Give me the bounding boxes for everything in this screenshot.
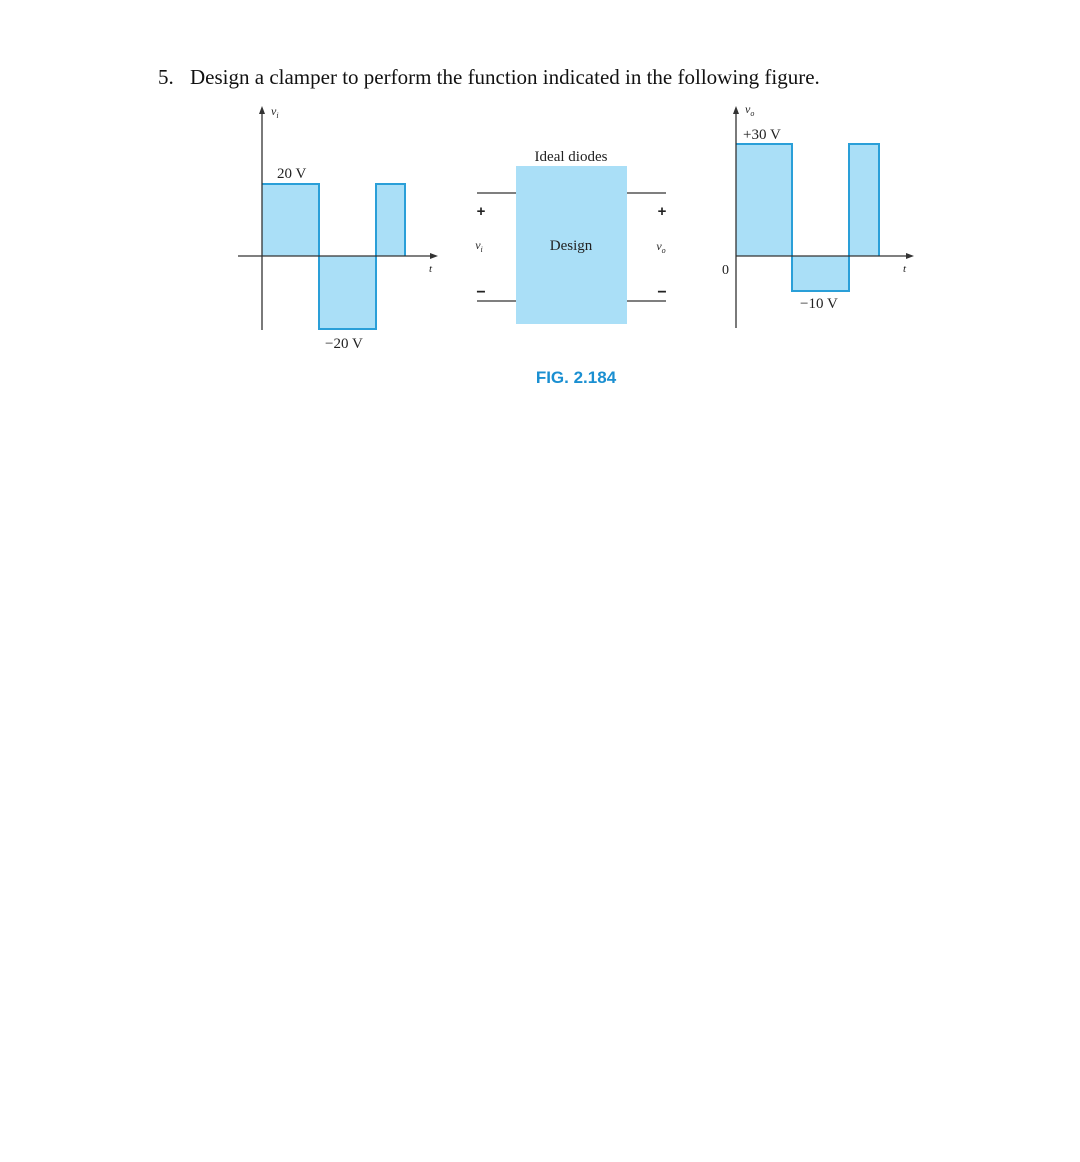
output-waveform: [722, 102, 914, 328]
input-high-label: 20 V: [277, 166, 307, 182]
output-x-label: t: [903, 263, 907, 275]
input-pulse-high: [262, 184, 319, 256]
output-pulse-low: [792, 256, 849, 291]
output-high-label: +30 V: [743, 127, 781, 143]
input-x-label: t: [429, 263, 433, 275]
question-text: Design a clamper to perform the function indicated in the following figure.: [190, 65, 820, 89]
input-pulse-high-2: [376, 184, 405, 256]
input-waveform: [238, 104, 438, 352]
input-minus-sign: −: [476, 284, 486, 301]
question-number: 5.: [158, 65, 174, 89]
output-y-label: $v_o$: [745, 102, 755, 118]
output-plus-sign: +: [657, 203, 667, 220]
design-block: [475, 149, 666, 324]
output-minus-sign: −: [657, 284, 667, 301]
output-origin-label: 0: [722, 263, 729, 278]
output-pulse-high: [736, 144, 792, 256]
input-voltage-label: $v_i$: [475, 238, 483, 254]
input-pulse-low: [319, 256, 376, 329]
output-x-arrow: [906, 253, 914, 259]
output-voltage-label: $v_o$: [656, 239, 666, 255]
input-low-label: −20 V: [325, 336, 363, 352]
output-y-arrow: [733, 106, 739, 114]
design-label: Design: [549, 238, 593, 254]
input-y-label: $v_i$: [271, 104, 279, 120]
input-y-arrow: [259, 106, 265, 114]
input-x-arrow: [430, 253, 438, 259]
figure-caption: FIG. 2.184: [535, 368, 617, 387]
output-low-label: −10 V: [800, 296, 838, 312]
output-pulse-high-2: [849, 144, 879, 256]
ideal-diodes-label: Ideal diodes: [534, 149, 608, 165]
input-plus-sign: +: [476, 203, 486, 220]
